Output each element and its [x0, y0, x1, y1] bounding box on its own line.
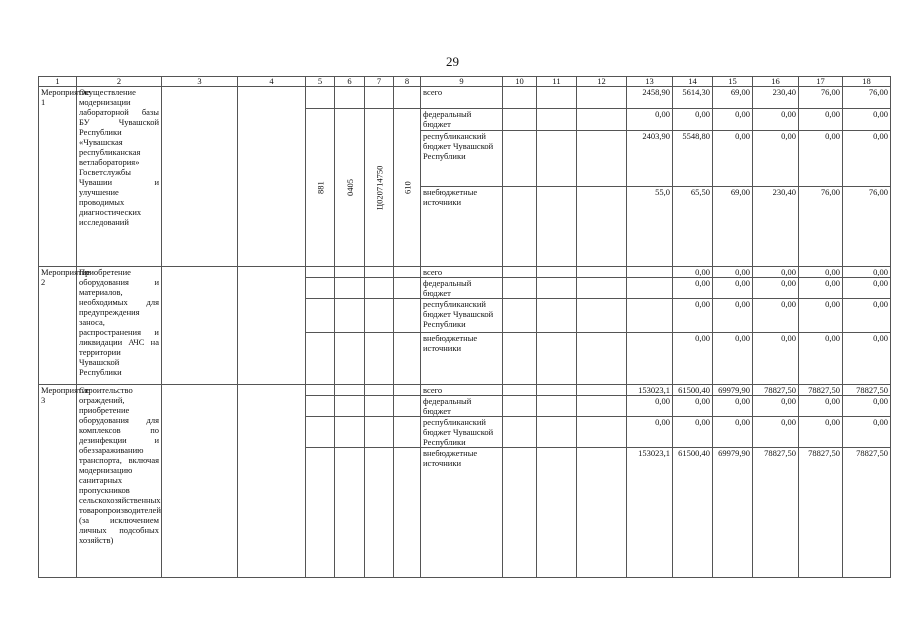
code-cell	[394, 87, 421, 109]
code-c6	[335, 109, 365, 267]
amount-cell: 0,00	[843, 109, 891, 131]
code-cell	[306, 333, 335, 385]
amount-cell: 69979,90	[713, 385, 753, 396]
column-number: 6	[335, 77, 365, 87]
code-cell	[394, 417, 421, 448]
code-cell	[306, 278, 335, 299]
amount-cell: 0,00	[843, 396, 891, 417]
empty-cell	[577, 267, 627, 278]
column-number: 11	[537, 77, 577, 87]
amount-cell: 0,00	[799, 109, 843, 131]
column-number: 15	[713, 77, 753, 87]
amount-cell: 0,00	[843, 131, 891, 187]
column-number: 4	[238, 77, 306, 87]
table-row	[39, 267, 891, 278]
code-cell	[335, 278, 365, 299]
amount-cell: 76,00	[843, 87, 891, 109]
code-cell	[335, 299, 365, 333]
column-number: 13	[627, 77, 673, 87]
page-number: 29	[446, 54, 459, 69]
column-number: 7	[365, 77, 394, 87]
table-body	[39, 77, 891, 578]
amount-cell: 230,40	[753, 87, 799, 109]
empty-cell	[537, 109, 577, 131]
amount-cell: 0,00	[843, 278, 891, 299]
code-cell	[306, 267, 335, 278]
column-number: 16	[753, 77, 799, 87]
cell-col4	[238, 385, 306, 578]
empty-cell	[537, 448, 577, 578]
funding-source: внебюджетные источники	[421, 187, 503, 267]
empty-cell	[503, 131, 537, 187]
amount-cell: 0,00	[673, 278, 713, 299]
empty-cell	[503, 109, 537, 131]
code-cell	[306, 396, 335, 417]
code-cell	[365, 448, 394, 578]
amount-cell: 0,00	[753, 333, 799, 385]
cell-col3	[162, 385, 238, 578]
column-number: 8	[394, 77, 421, 87]
event-description: Осуществление модернизации лабораторной базы БУ Чувашской Республики «Чувашская республиканская ветлаборатория» Госветслужбы Чувашии и улучшение проводимых диагностических исследований	[77, 87, 162, 267]
code-cell	[394, 396, 421, 417]
empty-cell	[537, 396, 577, 417]
code-cell	[394, 385, 421, 396]
amount-cell: 0,00	[673, 333, 713, 385]
amount-cell: 55,0	[627, 187, 673, 267]
amount-cell: 0,00	[799, 267, 843, 278]
amount-cell: 0,00	[753, 267, 799, 278]
column-number: 3	[162, 77, 238, 87]
column-number: 18	[843, 77, 891, 87]
empty-cell	[577, 109, 627, 131]
code-c8	[394, 109, 421, 267]
funding-source: республиканский бюджет Чувашской Республики	[421, 131, 503, 187]
amount-cell: 69979,90	[713, 448, 753, 578]
empty-cell	[503, 417, 537, 448]
empty-cell	[503, 448, 537, 578]
amount-cell: 5548,80	[673, 131, 713, 187]
empty-cell	[537, 385, 577, 396]
amount-cell: 0,00	[843, 333, 891, 385]
empty-cell	[537, 87, 577, 109]
amount-cell: 153023,1	[627, 385, 673, 396]
amount-cell	[627, 299, 673, 333]
code-value: 610	[402, 181, 412, 194]
code-cell	[335, 417, 365, 448]
code-cell	[365, 396, 394, 417]
code-cell	[335, 87, 365, 109]
amount-cell: 0,00	[843, 417, 891, 448]
empty-cell	[577, 187, 627, 267]
code-cell	[365, 299, 394, 333]
code-cell	[335, 448, 365, 578]
empty-cell	[537, 417, 577, 448]
amount-cell: 5614,30	[673, 87, 713, 109]
amount-cell: 0,00	[799, 396, 843, 417]
amount-cell: 0,00	[673, 299, 713, 333]
event-description: Приобретение оборудования и материалов, необходимых для предупреждения заноса, распространения и ликвидации АЧС на территории Чувашской Республики	[77, 267, 162, 385]
amount-cell: 0,00	[673, 396, 713, 417]
code-value: 881	[315, 181, 325, 194]
amount-cell: 153023,1	[627, 448, 673, 578]
empty-cell	[577, 448, 627, 578]
cell-col3	[162, 87, 238, 267]
event-label: Мероприятие 2	[39, 267, 77, 385]
amount-cell: 78827,50	[753, 448, 799, 578]
empty-cell	[503, 187, 537, 267]
empty-cell	[503, 87, 537, 109]
amount-cell: 0,00	[799, 299, 843, 333]
amount-cell: 0,00	[713, 299, 753, 333]
code-cell	[365, 278, 394, 299]
amount-cell: 0,00	[753, 131, 799, 187]
column-number-row	[39, 77, 891, 87]
amount-cell: 0,00	[753, 417, 799, 448]
code-cell	[394, 448, 421, 578]
budget-table	[38, 76, 891, 578]
amount-cell	[627, 333, 673, 385]
amount-cell: 0,00	[713, 333, 753, 385]
column-number: 14	[673, 77, 713, 87]
code-cell	[335, 396, 365, 417]
code-cell	[335, 267, 365, 278]
amount-cell: 0,00	[627, 396, 673, 417]
code-c7	[365, 109, 394, 267]
amount-cell: 69,00	[713, 87, 753, 109]
empty-cell	[503, 278, 537, 299]
cell-col4	[238, 87, 306, 267]
funding-source: внебюджетные источники	[421, 333, 503, 385]
empty-cell	[577, 299, 627, 333]
amount-cell: 0,00	[799, 417, 843, 448]
amount-cell: 230,40	[753, 187, 799, 267]
code-cell	[306, 87, 335, 109]
amount-cell: 0,00	[713, 109, 753, 131]
table-row	[39, 87, 891, 109]
column-number: 9	[421, 77, 503, 87]
funding-source: федеральный бюджет	[421, 278, 503, 299]
code-cell	[365, 417, 394, 448]
empty-cell	[537, 131, 577, 187]
amount-cell: 61500,40	[673, 385, 713, 396]
code-value: Ц020714750	[374, 165, 384, 210]
amount-cell: 0,00	[753, 109, 799, 131]
funding-source: внебюджетные источники	[421, 448, 503, 578]
amount-cell: 0,00	[843, 299, 891, 333]
amount-cell: 0,00	[627, 417, 673, 448]
amount-cell: 2458,90	[627, 87, 673, 109]
amount-cell: 78827,50	[843, 385, 891, 396]
column-number: 10	[503, 77, 537, 87]
amount-cell: 0,00	[799, 278, 843, 299]
code-cell	[394, 267, 421, 278]
amount-cell: 76,00	[799, 187, 843, 267]
funding-source: всего	[421, 267, 503, 278]
amount-cell: 0,00	[713, 396, 753, 417]
empty-cell	[577, 87, 627, 109]
column-number: 12	[577, 77, 627, 87]
empty-cell	[577, 385, 627, 396]
amount-cell: 0,00	[713, 278, 753, 299]
amount-cell: 78827,50	[799, 448, 843, 578]
code-cell	[335, 333, 365, 385]
amount-cell: 0,00	[753, 299, 799, 333]
funding-source: федеральный бюджет	[421, 396, 503, 417]
amount-cell: 0,00	[713, 417, 753, 448]
empty-cell	[577, 131, 627, 187]
amount-cell: 78827,50	[753, 385, 799, 396]
code-cell	[365, 267, 394, 278]
code-cell	[306, 417, 335, 448]
empty-cell	[537, 333, 577, 385]
amount-cell	[627, 267, 673, 278]
empty-cell	[577, 278, 627, 299]
event-description: Строительство ограждений, приобретение оборудования для комплексов по дезинфекции и обеззараживанию транспорта, включая модернизацию санитарных пропускников сельскохозяйственных товаропроизводителей (за исключением личных подсобных хозяйств)	[77, 385, 162, 578]
code-cell	[335, 385, 365, 396]
code-cell	[394, 299, 421, 333]
code-cell	[365, 333, 394, 385]
amount-cell: 0,00	[673, 417, 713, 448]
amount-cell: 0,00	[799, 131, 843, 187]
amount-cell: 76,00	[843, 187, 891, 267]
empty-cell	[577, 333, 627, 385]
column-number: 2	[77, 77, 162, 87]
funding-source: всего	[421, 385, 503, 396]
column-number: 17	[799, 77, 843, 87]
amount-cell: 0,00	[713, 267, 753, 278]
table-row	[39, 385, 891, 396]
amount-cell: 2403,90	[627, 131, 673, 187]
amount-cell: 78827,50	[799, 385, 843, 396]
empty-cell	[537, 278, 577, 299]
code-cell	[394, 333, 421, 385]
empty-cell	[503, 333, 537, 385]
column-number: 1	[39, 77, 77, 87]
code-cell	[365, 385, 394, 396]
code-cell	[394, 278, 421, 299]
funding-source: республиканский бюджет Чувашской Республики	[421, 299, 503, 333]
funding-source: республиканский бюджет Чувашской Республики	[421, 417, 503, 448]
cell-col4	[238, 267, 306, 385]
empty-cell	[503, 396, 537, 417]
funding-source: федеральный бюджет	[421, 109, 503, 131]
amount-cell: 65,50	[673, 187, 713, 267]
amount-cell: 69,00	[713, 187, 753, 267]
amount-cell	[627, 278, 673, 299]
amount-cell: 0,00	[843, 267, 891, 278]
code-cell	[306, 448, 335, 578]
event-label: Мероприятие 1	[39, 87, 77, 267]
funding-source: всего	[421, 87, 503, 109]
empty-cell	[537, 187, 577, 267]
amount-cell: 0,00	[753, 396, 799, 417]
cell-col3	[162, 267, 238, 385]
amount-cell: 61500,40	[673, 448, 713, 578]
amount-cell: 0,00	[673, 267, 713, 278]
code-c5	[306, 109, 335, 267]
empty-cell	[503, 267, 537, 278]
code-cell	[306, 385, 335, 396]
amount-cell: 76,00	[799, 87, 843, 109]
amount-cell: 0,00	[713, 131, 753, 187]
code-cell	[365, 87, 394, 109]
event-label: Мероприятие 3	[39, 385, 77, 578]
amount-cell: 0,00	[673, 109, 713, 131]
amount-cell: 0,00	[627, 109, 673, 131]
empty-cell	[537, 299, 577, 333]
amount-cell: 0,00	[753, 278, 799, 299]
empty-cell	[577, 396, 627, 417]
empty-cell	[503, 299, 537, 333]
empty-cell	[577, 417, 627, 448]
empty-cell	[537, 267, 577, 278]
amount-cell: 78827,50	[843, 448, 891, 578]
amount-cell: 0,00	[799, 333, 843, 385]
code-cell	[306, 299, 335, 333]
column-number: 5	[306, 77, 335, 87]
empty-cell	[503, 385, 537, 396]
code-value: 0405	[344, 179, 355, 196]
